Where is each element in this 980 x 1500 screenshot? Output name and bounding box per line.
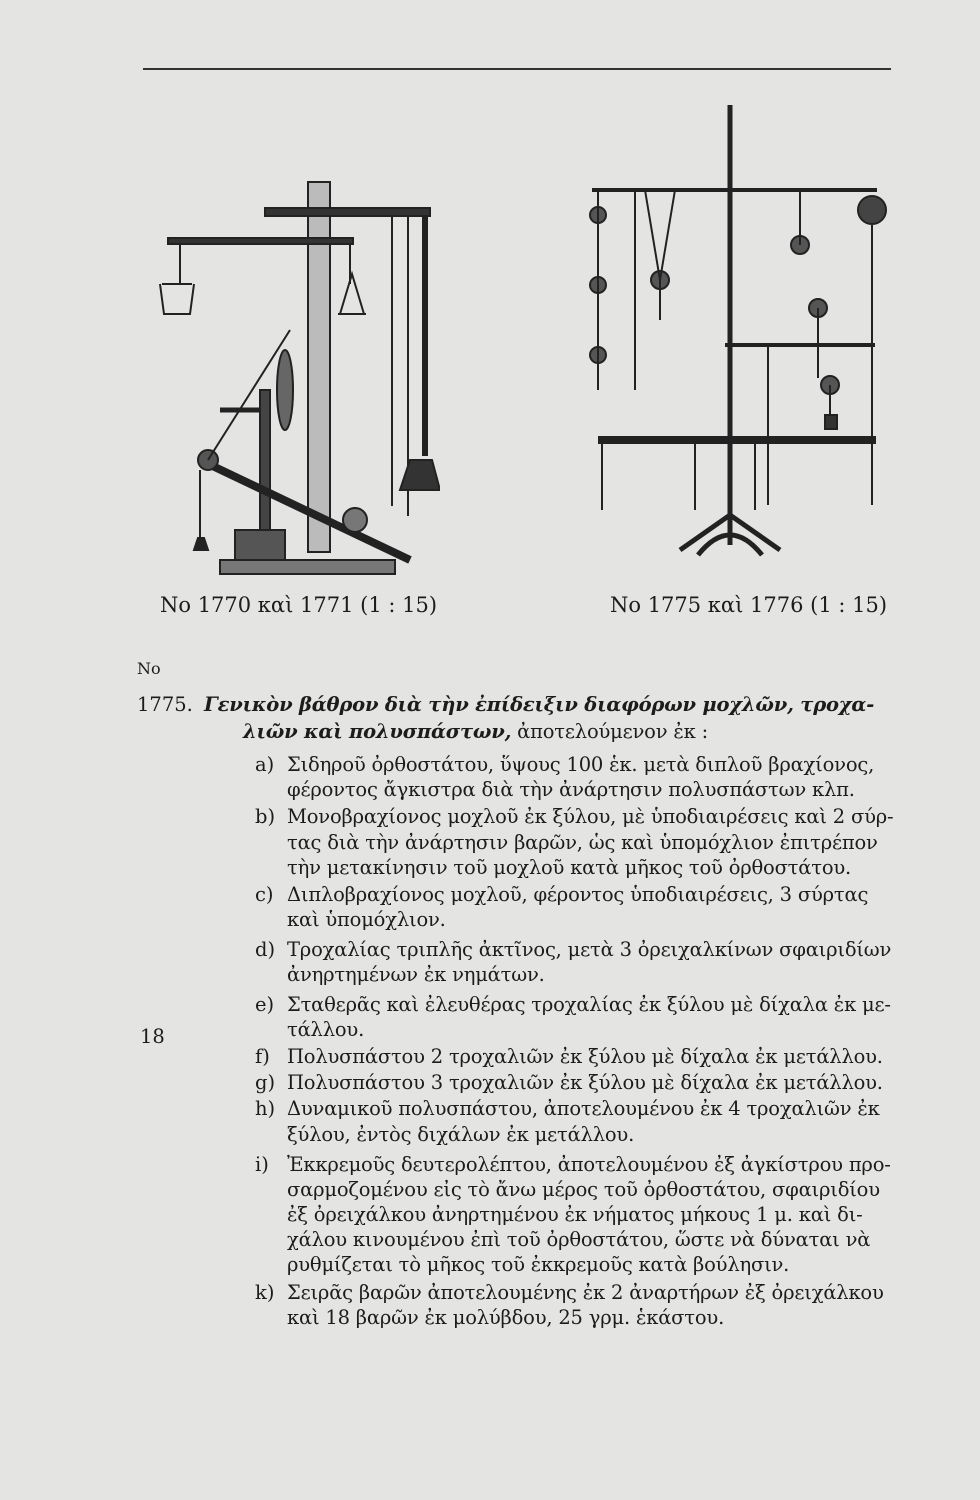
item-label: e) [255,993,275,1016]
caption-left: No 1770 καὶ 1771 (1 : 15) [160,593,438,617]
item-label: k) [255,1281,275,1304]
item-text-line: Μονοβραχίονος μοχλοῦ ἐκ ξύλου, μὲ ὑποδιαιρέσεις καὶ 2 σύρ- [287,805,894,828]
entry-no-label: No [137,659,161,678]
item-text-line: Σταθερᾶς καὶ ἐλευθέρας τροχαλίας ἐκ ξύλου μὲ δίχαλα ἐκ με- [287,993,891,1016]
page-number: 18 [140,1025,165,1048]
item-text-line: ἐξ ὀρειχάλκου ἀνηρτημένου ἐκ νήματος μήκους 1 μ. καὶ δι- [287,1203,863,1226]
item-label: f) [255,1045,270,1068]
item-text-line: τάλλου. [287,1018,365,1041]
item-text-line: ἀνηρτημένων ἐκ νημάτων. [287,963,545,986]
item-label: h) [255,1097,276,1120]
item-text-line: Τροχαλίας τριπλῆς ἀκτῖνος, μετὰ 3 ὀρειχαλκίνων σφαιριδίων [287,938,892,961]
item-text-line: Διπλοβραχίονος μοχλοῦ, φέροντος ὑποδιαιρέσεις, 3 σύρτας [287,883,869,906]
entry-intro: ἀποτελούμενον ἐκ : [511,720,708,743]
item-label: i) [255,1153,269,1176]
item-text-line: ξύλου, ἐντὸς διχάλων ἐκ μετάλλου. [287,1123,635,1146]
entry-title: Γενικὸν βάθρον διὰ τὴν ἐπίδειξιν διαφόρων μοχλῶν, τροχα- [204,693,875,716]
item-text-line: φέροντος ἄγκιστρα διὰ τὴν ἀνάρτησιν πολυσπάστων κλπ. [287,778,855,801]
item-label: b) [255,805,276,828]
illustration-lever-apparatus [140,170,440,580]
illustration-pulley-stand [580,95,900,570]
entry-number: 1775. [137,693,193,716]
item-text-line: καὶ 18 βαρῶν ἐκ μολύβδου, 25 γρμ. ἑκάστου. [287,1306,725,1329]
item-label: g) [255,1071,276,1094]
top-rule [143,68,891,70]
item-text-line: Σειρᾶς βαρῶν ἀποτελουμένης ἐκ 2 ἀναρτήρων ἐξ ὀρειχάλκου [287,1281,884,1304]
item-text-line: Ἐκκρεμοῦς δευτερολέπτου, ἀποτελουμένου ἐξ ἀγκίστρου προ- [287,1153,891,1176]
item-label: c) [255,883,274,906]
entry-title-cont: λιῶν καὶ πολυσπάστων, [243,720,512,743]
item-text-line: τὴν μετακίνησιν τοῦ μοχλοῦ κατὰ μῆκος τοῦ ὀρθοστάτου. [287,856,852,879]
caption-right: No 1775 καὶ 1776 (1 : 15) [610,593,888,617]
item-label: d) [255,938,276,961]
item-text-line: Δυναμικοῦ πολυσπάστου, ἀποτελουμένου ἐκ 4 τροχαλιῶν ἐκ [287,1097,880,1120]
item-text-line: ρυθμίζεται τὸ μῆκος τοῦ ἐκκρεμοῦς κατὰ βούλησιν. [287,1253,790,1276]
item-text-line: τας διὰ τὴν ἀνάρτησιν βαρῶν, ὡς καὶ ὑπομόχλιον ἐπιτρέπον [287,831,878,854]
item-text-line: Σιδηροῦ ὀρθοστάτου, ὕψους 100 ἑκ. μετὰ διπλοῦ βραχίονος, [287,753,875,776]
item-text-line: σαρμοζομένου εἰς τὸ ἄνω μέρος τοῦ ὀρθοστάτου, σφαιριδίου [287,1178,880,1201]
item-text-line: Πολυσπάστου 2 τροχαλιῶν ἐκ ξύλου μὲ δίχαλα ἐκ μετάλλου. [287,1045,883,1068]
item-text-line: Πολυσπάστου 3 τροχαλιῶν ἐκ ξύλου μὲ δίχαλα ἐκ μετάλλου. [287,1071,883,1094]
item-text-line: καὶ ὑπομόχλιον. [287,908,446,931]
item-text-line: χάλου κινουμένου ἐπὶ τοῦ ὀρθοστάτου, ὥστε νὰ δύναται νὰ [287,1228,871,1251]
item-label: a) [255,753,275,776]
